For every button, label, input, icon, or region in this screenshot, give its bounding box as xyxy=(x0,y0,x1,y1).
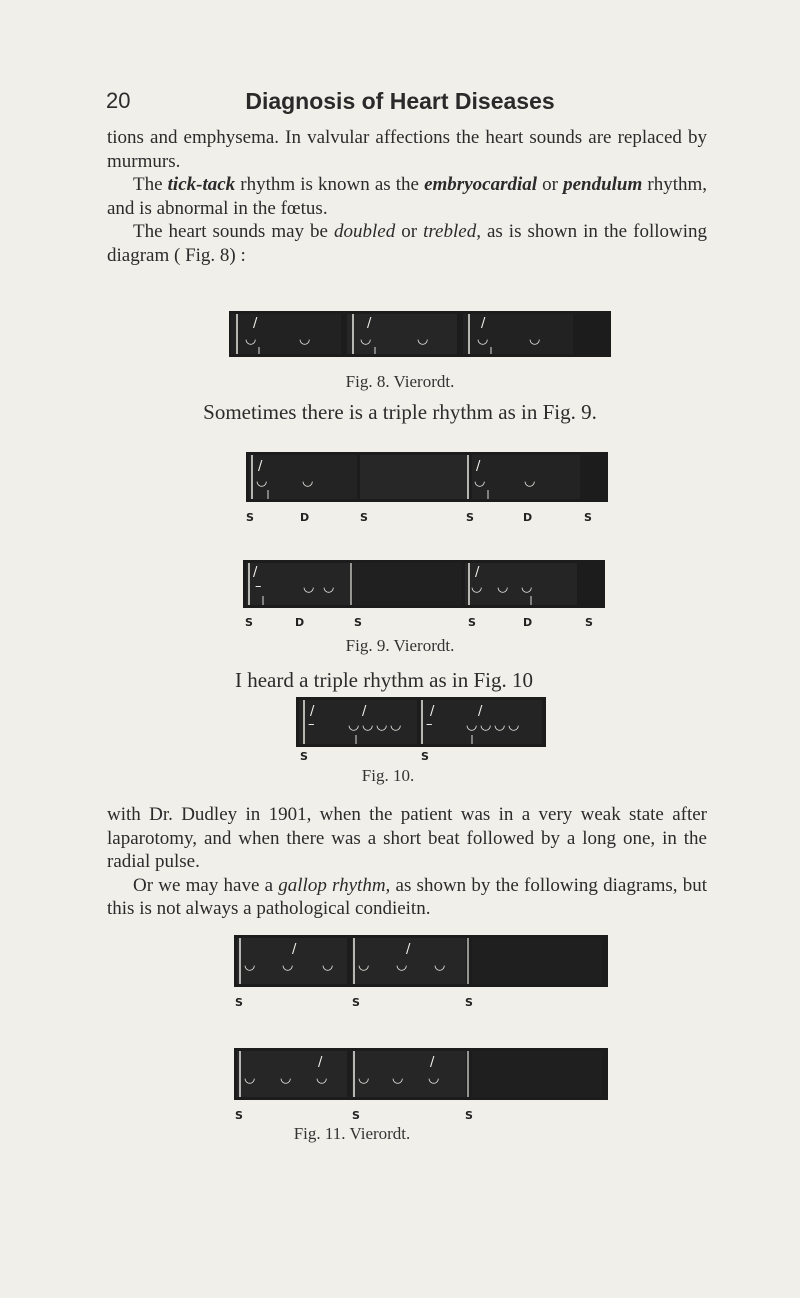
figure-8-diagram xyxy=(229,311,611,357)
breve-mark: ◡ xyxy=(497,580,509,595)
systole-label: S xyxy=(466,511,474,524)
systole-label: S xyxy=(585,616,593,629)
breve-mark: ◡ xyxy=(348,718,360,733)
systole-label: S xyxy=(246,511,254,524)
accent-mark: / xyxy=(430,1055,435,1070)
paragraph: Or we may have a gallop rhythm, as shown by the following diagrams, but this is not always a pathological condieitn. xyxy=(107,874,707,919)
figure-11-diagram-row-1 xyxy=(234,935,608,987)
breve-mark: ◡ xyxy=(521,580,533,595)
accent-mark: / xyxy=(476,459,481,474)
systole-label: S xyxy=(235,996,243,1009)
breve-mark: ◡ xyxy=(508,718,520,733)
breve-mark: ◡ xyxy=(480,718,492,733)
breve-mark: ◡ xyxy=(392,1071,404,1086)
diastole-label: D xyxy=(300,511,310,524)
breve-mark: ◡ xyxy=(466,718,478,733)
systole-label: S xyxy=(360,511,368,524)
figure-10-caption: Fig. 10. xyxy=(361,766,415,785)
breve-mark: ◡ xyxy=(360,332,372,347)
breve-mark: ◡ xyxy=(282,958,294,973)
breve-mark: ◡ xyxy=(474,474,486,489)
breve-mark: ◡ xyxy=(302,474,314,489)
breve-mark: ◡ xyxy=(428,1071,440,1086)
accent-mark: / xyxy=(478,704,483,719)
breve-mark: ◡ xyxy=(280,1071,292,1086)
breve-mark: ◡ xyxy=(396,958,408,973)
breve-mark: ◡ xyxy=(529,332,541,347)
accent-mark: / xyxy=(310,704,315,719)
breve-mark: ◡ xyxy=(303,580,315,595)
dash-mark: – xyxy=(255,579,262,594)
figure-11-diagram-row-2 xyxy=(234,1048,608,1100)
systole-label: S xyxy=(352,996,360,1009)
systole-label: S xyxy=(352,1109,360,1122)
breve-mark: ◡ xyxy=(245,332,257,347)
breve-mark: ◡ xyxy=(358,958,370,973)
accent-mark: / xyxy=(253,565,258,580)
accent-mark: / xyxy=(475,565,480,580)
systole-label: S xyxy=(300,750,308,763)
systole-label: S xyxy=(468,616,476,629)
paragraph: The heart sounds may be doubled or trebled, as is shown in the following diagram ( Fig. 8) : xyxy=(107,221,708,266)
breve-mark: ◡ xyxy=(390,718,402,733)
accent-mark: / xyxy=(362,704,367,719)
systole-label: S xyxy=(584,511,592,524)
dash-mark: – xyxy=(426,717,433,732)
page-number: 20 xyxy=(106,88,131,113)
figure-9-diagram-row-1 xyxy=(246,452,608,502)
accent-mark: / xyxy=(367,316,372,331)
systole-label: S xyxy=(465,996,473,1009)
systole-label: S xyxy=(421,750,429,763)
figure-10-diagram xyxy=(296,697,546,747)
systole-label: S xyxy=(465,1109,473,1122)
paragraph: tions and emphysema. In valvular affections the heart sounds are replaced by murmurs. xyxy=(107,127,707,172)
breve-mark: ◡ xyxy=(299,332,311,347)
systole-label: S xyxy=(235,1109,243,1122)
paragraph: The tick-tack rhythm is known as the embryocardial or pendulum rhythm, and is abnormal in the fœtus. xyxy=(107,174,707,219)
dash-mark: – xyxy=(308,717,315,732)
breve-mark: ◡ xyxy=(417,332,429,347)
breve-mark: ◡ xyxy=(362,718,374,733)
breve-mark: ◡ xyxy=(244,958,256,973)
breve-mark: ◡ xyxy=(256,474,268,489)
paragraph-block-2 xyxy=(107,803,707,921)
accent-mark: / xyxy=(481,316,486,331)
diastole-label: D xyxy=(523,511,533,524)
breve-mark: ◡ xyxy=(316,1071,328,1086)
diastole-label: D xyxy=(523,616,533,629)
breve-mark: ◡ xyxy=(524,474,536,489)
accent-mark: / xyxy=(318,1055,323,1070)
figure-8-caption: Fig. 8. Vierordt. xyxy=(345,372,455,391)
accent-mark: / xyxy=(292,942,297,957)
figure-9-caption: Fig. 9. Vierordt. xyxy=(345,636,455,655)
paragraph-block-1 xyxy=(107,126,707,267)
figure-9-diagram-row-2 xyxy=(243,560,605,608)
accent-mark: / xyxy=(258,459,263,474)
systole-label: S xyxy=(245,616,253,629)
breve-mark: ◡ xyxy=(376,718,388,733)
breve-mark: ◡ xyxy=(322,958,334,973)
accent-mark: / xyxy=(406,942,411,957)
figure-9-lead: Sometimes there is a triple rhythm as in Fig. 9. xyxy=(203,400,597,424)
figure-11-caption: Fig. 11. Vierordt. xyxy=(293,1124,411,1143)
accent-mark: / xyxy=(430,704,435,719)
breve-mark: ◡ xyxy=(434,958,446,973)
accent-mark: / xyxy=(253,316,258,331)
breve-mark: ◡ xyxy=(471,580,483,595)
paragraph: with Dr. Dudley in 1901, when the patient was in a very weak state after laparotomy, and when there was a short beat followed by a long one, in the radial pulse. xyxy=(107,804,707,872)
diastole-label: D xyxy=(295,616,305,629)
breve-mark: ◡ xyxy=(477,332,489,347)
running-head: Diagnosis of Heart Diseases xyxy=(245,88,555,114)
figure-10-lead: I heard a triple rhythm as in Fig. 10 xyxy=(234,668,534,692)
systole-label: S xyxy=(354,616,362,629)
breve-mark: ◡ xyxy=(244,1071,256,1086)
breve-mark: ◡ xyxy=(358,1071,370,1086)
breve-mark: ◡ xyxy=(323,580,335,595)
breve-mark: ◡ xyxy=(494,718,506,733)
